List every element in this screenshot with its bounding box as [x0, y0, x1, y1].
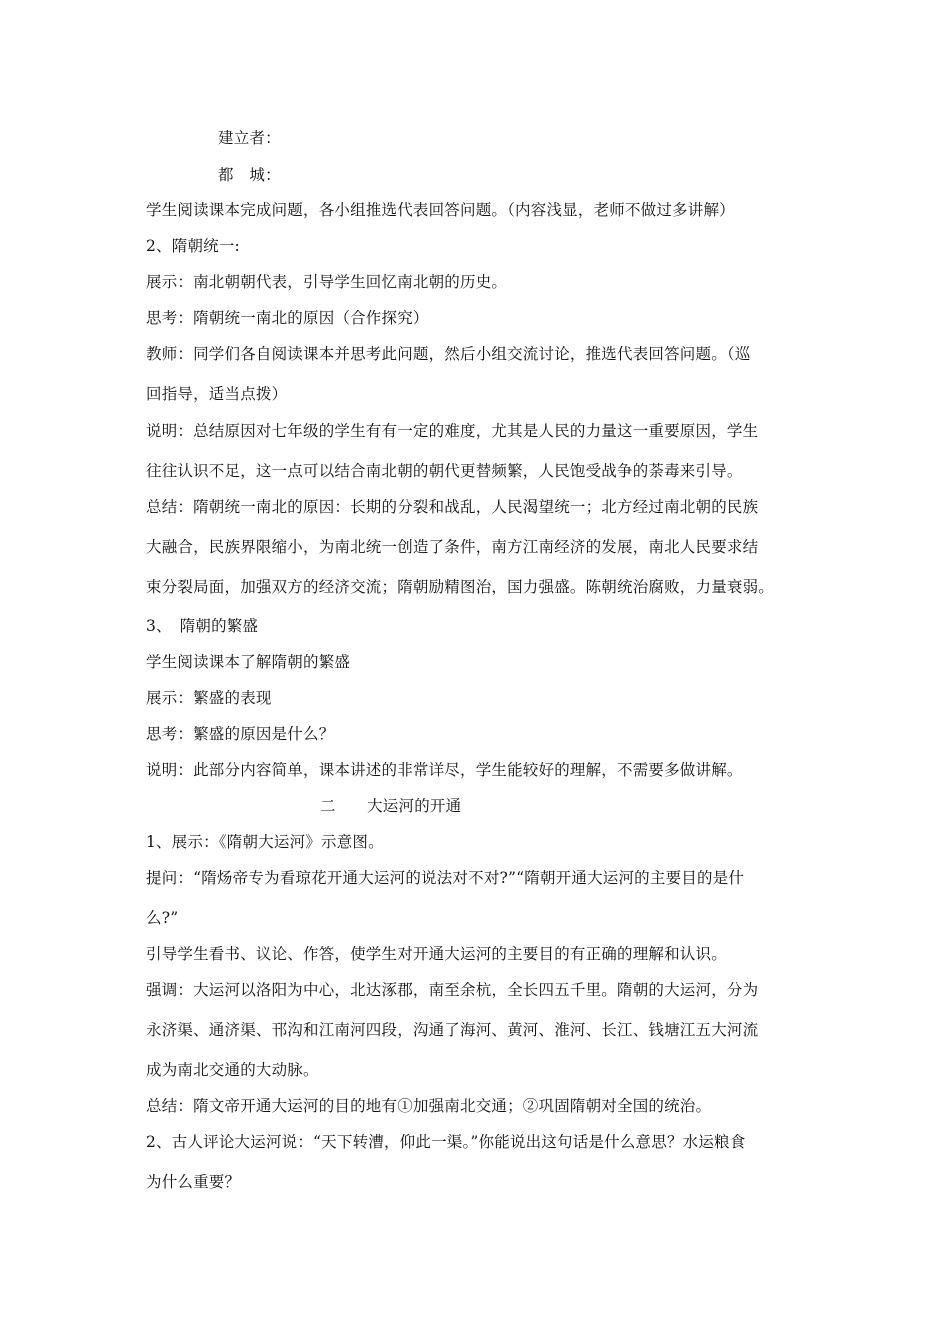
line-ancient-comment-1: 2、古人评论大运河说：“天下转漕，仰此一渠。”你能说出这句话是什么意思？水运粮食: [146, 1133, 746, 1151]
line-emphasis-1: 强调：大运河以洛阳为中心，北达涿郡，南至余杭，全长四五千里。隋朝的大运河，分为: [146, 981, 759, 999]
line-question-2: 么?”: [146, 909, 179, 927]
line-read-prosperity: 学生阅读课本了解隋朝的繁盛: [146, 653, 351, 671]
line-emphasis-2: 永济渠、通济渠、邗沟和江南河四段，沟通了海河、黄河、淮河、长江、钱塘江五大河流: [146, 1021, 759, 1039]
section-title-grand-canal: 二 大运河的开通: [320, 797, 462, 815]
line-explain-1: 说明：总结原因对七年级的学生有有一定的难度，尤其是人民的力量这一重要原因，学生: [146, 422, 759, 440]
line-guide-students: 引导学生看书、议论、作答，使学生对开通大运河的主要目的有正确的理解和认识。: [146, 945, 727, 963]
line-think-prosperity: 思考：繁盛的原因是什么？: [146, 725, 335, 743]
line-instruction: 学生阅读课本完成问题，各小组推选代表回答问题。（内容浅显，老师不做过多讲解）: [146, 201, 735, 219]
line-summary-3: 束分裂局面，加强双方的经济交流；隋朝励精图治，国力强盛。陈朝统治腐败，力量衰弱。: [146, 578, 775, 596]
line-summary-1: 总结：隋朝统一南北的原因：长期的分裂和战乱，人民渴望统一；北方经过南北朝的民族: [146, 498, 759, 516]
line-teacher-1: 教师：同学们各自阅读课本并思考此问题，然后小组交流讨论，推选代表回答问题。（巡: [146, 345, 751, 363]
line-ancient-comment-2: 为什么重要？: [146, 1173, 241, 1191]
heading-sui-unification: 2、隋朝统一:: [146, 237, 240, 255]
line-show-dynasties: 展示：南北朝朝代表，引导学生回忆南北朝的历史。: [146, 273, 508, 291]
line-teacher-2: 回指导，适当点拨）: [146, 385, 288, 403]
line-show-prosperity: 展示：繁盛的表现: [146, 689, 272, 707]
line-question-1: 提问：“隋炀帝专为看琼花开通大运河的说法对不对?”“隋朝开通大运河的主要目的是什: [146, 869, 745, 887]
line-explain-2: 往往认识不足，这一点可以结合南北朝的朝代更替频繁，人民饱受战争的荼毒来引导。: [146, 462, 743, 480]
line-summary-2: 大融合，民族界限缩小，为南北统一创造了条件，南方江南经济的发展，南北人民要求结: [146, 538, 759, 556]
line-explain-prosperity: 说明：此部分内容简单，课本讲述的非常详尽，学生能较好的理解，不需要多做讲解。: [146, 761, 743, 779]
line-show-map: 1、展示：《隋朝大运河》示意图。: [146, 833, 384, 851]
line-capital: 都 城：: [218, 166, 281, 184]
line-emphasis-3: 成为南北交通的大动脉。: [146, 1061, 319, 1079]
line-think-reasons: 思考：隋朝统一南北的原因（合作探究）: [146, 309, 429, 327]
line-canal-summary: 总结：隋文帝开通大运河的目的地有①加强南北交通；②巩固隋朝对全国的统治。: [146, 1097, 712, 1115]
line-founder: 建立者：: [218, 129, 281, 147]
heading-sui-prosperity: 3、 隋朝的繁盛: [146, 617, 259, 635]
